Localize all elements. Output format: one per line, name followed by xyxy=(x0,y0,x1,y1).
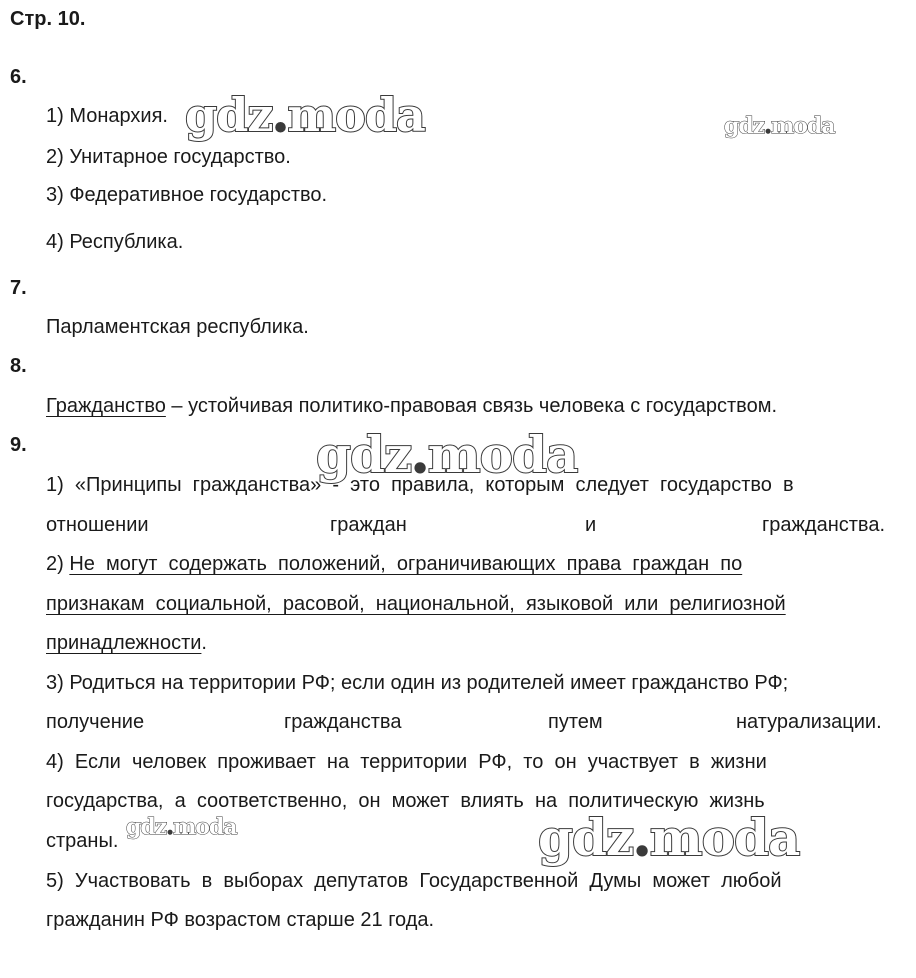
watermark-logo: gdz.moda xyxy=(538,808,800,867)
q9-a5-line1: 5) Участвовать в выборах депутатов Государственной Думы может любой xyxy=(46,870,782,892)
q9-a4-line3: страны. xyxy=(46,830,119,852)
page-title: Стр. 10. xyxy=(10,8,86,30)
q9-a4-line1: 4) Если человек проживает на территории РФ, то он участвует в жизни xyxy=(46,751,767,773)
q9-a1-w2: граждан xyxy=(330,514,407,536)
q9-a2-line3 xyxy=(46,631,207,655)
q9-a2-prefix: 2) xyxy=(46,553,70,575)
q9-a1-line1: 1) «Принципы гражданства» - это правила, которым следует государство в xyxy=(46,474,794,496)
q7-answer: Парламентская республика. xyxy=(46,316,309,338)
q8-answer xyxy=(46,394,777,418)
q9-a2-underlined-1: Не могут содержать положений, ограничивающих права граждан по xyxy=(69,553,743,575)
q6-item-3: 3) Федеративное государство. xyxy=(46,184,328,206)
q8-definition: – устойчивая политико-правовая связь человека с государством. xyxy=(165,395,778,417)
q9-a1-w4: гражданства. xyxy=(762,514,885,536)
q9-a3-w1: получение xyxy=(46,711,145,733)
q9-a3-line1: 3) Родиться на территории РФ; если один из родителей имеет гражданство РФ; xyxy=(46,672,789,694)
question-number-9: 9. xyxy=(10,434,27,456)
q9-a2-underlined-3: принадлежности xyxy=(46,632,202,654)
question-number-6: 6. xyxy=(10,66,27,88)
q6-item-1: 1) Монархия. xyxy=(46,105,168,127)
q8-term: Гражданство xyxy=(46,395,166,417)
q6-item-4: 4) Республика. xyxy=(46,231,184,253)
q9-a2-end: . xyxy=(201,632,207,654)
q9-a1-w1: отношении xyxy=(46,514,149,536)
q9-a4-line2: государства, а соответственно, он может влиять на политическую жизнь xyxy=(46,790,765,812)
watermark-logo: gdz.moda xyxy=(185,88,425,142)
q9-a2-line1 xyxy=(46,552,742,576)
question-number-8: 8. xyxy=(10,355,27,377)
q9-a2-line2: признакам социальной, расовой, национальной, языковой или религиозной xyxy=(46,593,786,615)
q6-item-2: 2) Унитарное государство. xyxy=(46,146,291,168)
question-number-7: 7. xyxy=(10,277,27,299)
q9-a5-line2: гражданин РФ возрастом старше 21 года. xyxy=(46,909,435,931)
watermark-logo-small: gdz.moda xyxy=(724,113,835,139)
q9-a3-w4: натурализации. xyxy=(736,711,882,733)
q9-a3-w3: путем xyxy=(548,711,603,733)
watermark-logo-small: gdz.moda xyxy=(126,814,237,840)
watermark-logo: gdz.moda xyxy=(316,425,578,484)
q9-a3-w2: гражданства xyxy=(284,711,402,733)
q9-a1-w3: и xyxy=(585,514,597,536)
